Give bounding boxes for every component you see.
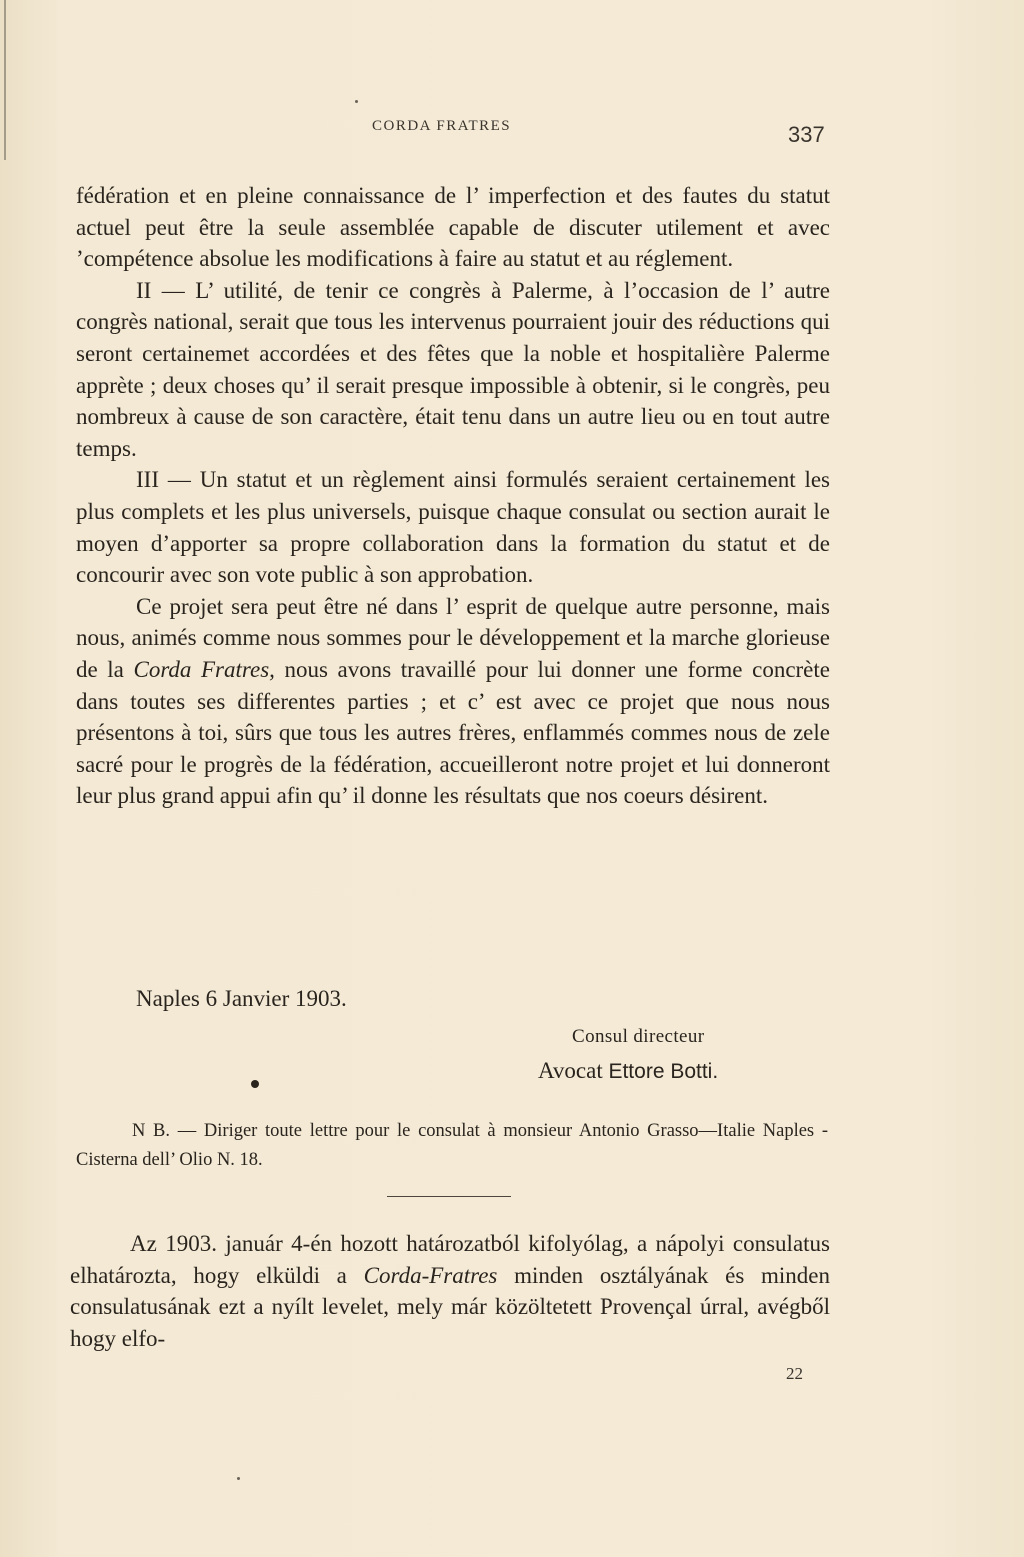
hungarian-paragraph <box>70 1228 830 1354</box>
conclusion-italic: Corda Fratres, <box>133 656 275 682</box>
paragraph-conclusion <box>76 591 830 812</box>
running-title: CORDA FRATRES <box>372 118 512 134</box>
hungarian-body <box>70 1228 830 1354</box>
paper-speck <box>355 100 358 103</box>
separator-rule <box>387 1196 511 1197</box>
paragraph-point-ii: II — L’ utilité, de tenir ce congrès à Palerme, à l’occasion de l’ autre congrès national, serait que tous les intervenus pourraient jouir des réductions qui seront certainemet accordées et des fêtes que la noble et hospitalière Palerme apprète ; deux choses qu’ il serait presque impossible à obtenir, si le congrès, peu nombreux à cause de son caractère, était tenu dans un autre lieu ou en tout autre temps. <box>76 277 830 461</box>
letter-date: Naples 6 Janvier 1903. <box>136 986 347 1011</box>
signature-name: Ettore Botti. <box>608 1060 719 1083</box>
ink-dot <box>251 1080 259 1088</box>
paper-speck <box>237 1477 240 1480</box>
page-number: 337 <box>788 122 825 147</box>
french-body <box>76 180 830 812</box>
footnote <box>76 1117 828 1175</box>
conclusion-end: nous avons travaillé pour lui donner une forme concrète dans toutes ses differentes parties ; et c’ est avec ce projet que nous nous présentons à toi, sûrs que tous les autres frères, enflammés commes nous de zele sacré pour le progrès de la fédération, accueilleront notre projet et lui donneront leur plus grand appui afin qu’ il donne les résultats que nos coeurs désirent. <box>76 656 830 809</box>
signature-prefix: Avocat <box>538 1058 603 1083</box>
page-edge-shadow <box>4 0 6 160</box>
hungarian-italic: Corda-Fratres <box>363 1262 498 1288</box>
footnote-text: N B. — Diriger toute lettre pour le consulat à monsieur Antonio Grasso—Italie Naples - Cisterna dell’ Olio N. 18. <box>76 1121 828 1170</box>
signature-mark: 22 <box>786 1364 803 1383</box>
signature <box>538 1058 718 1084</box>
paragraph-continuation: fédération et en pleine connaissance de l’ imperfection et des fautes du statut actuel peut être la seule assemblée capable de discuter utilement et avec ’compétence absolue les modifications à faire au statut et au réglement. <box>76 183 830 272</box>
conclusion-start: Ce projet sera peut être né dans l’ esprit de quelque autre personne, mais nous, animés comme nous sommes pour le développement et la marche glorieuse de la <box>76 593 830 682</box>
signatory-title: Consul directeur <box>572 1026 705 1047</box>
hungarian-start: Az 1903. január 4-én hozott határozatból kifolyólag, a nápolyi consulatus elhatározta, hogy elküldi a <box>70 1231 830 1288</box>
paragraph-point-iii: III — Un statut et un règlement ainsi formulés seraient certainement les plus complets et les plus universels, puisque chaque consulat ou section aurait le moyen d’apporter sa propre collaboration dans la formation du statut et de concourir avec son vote public à son approbation. <box>76 467 830 588</box>
hungarian-end: minden osztályának és minden consulatusának ezt a nyílt levelet, mely már közöltetett Provençal úrral, avégből hogy elfo- <box>70 1262 830 1351</box>
